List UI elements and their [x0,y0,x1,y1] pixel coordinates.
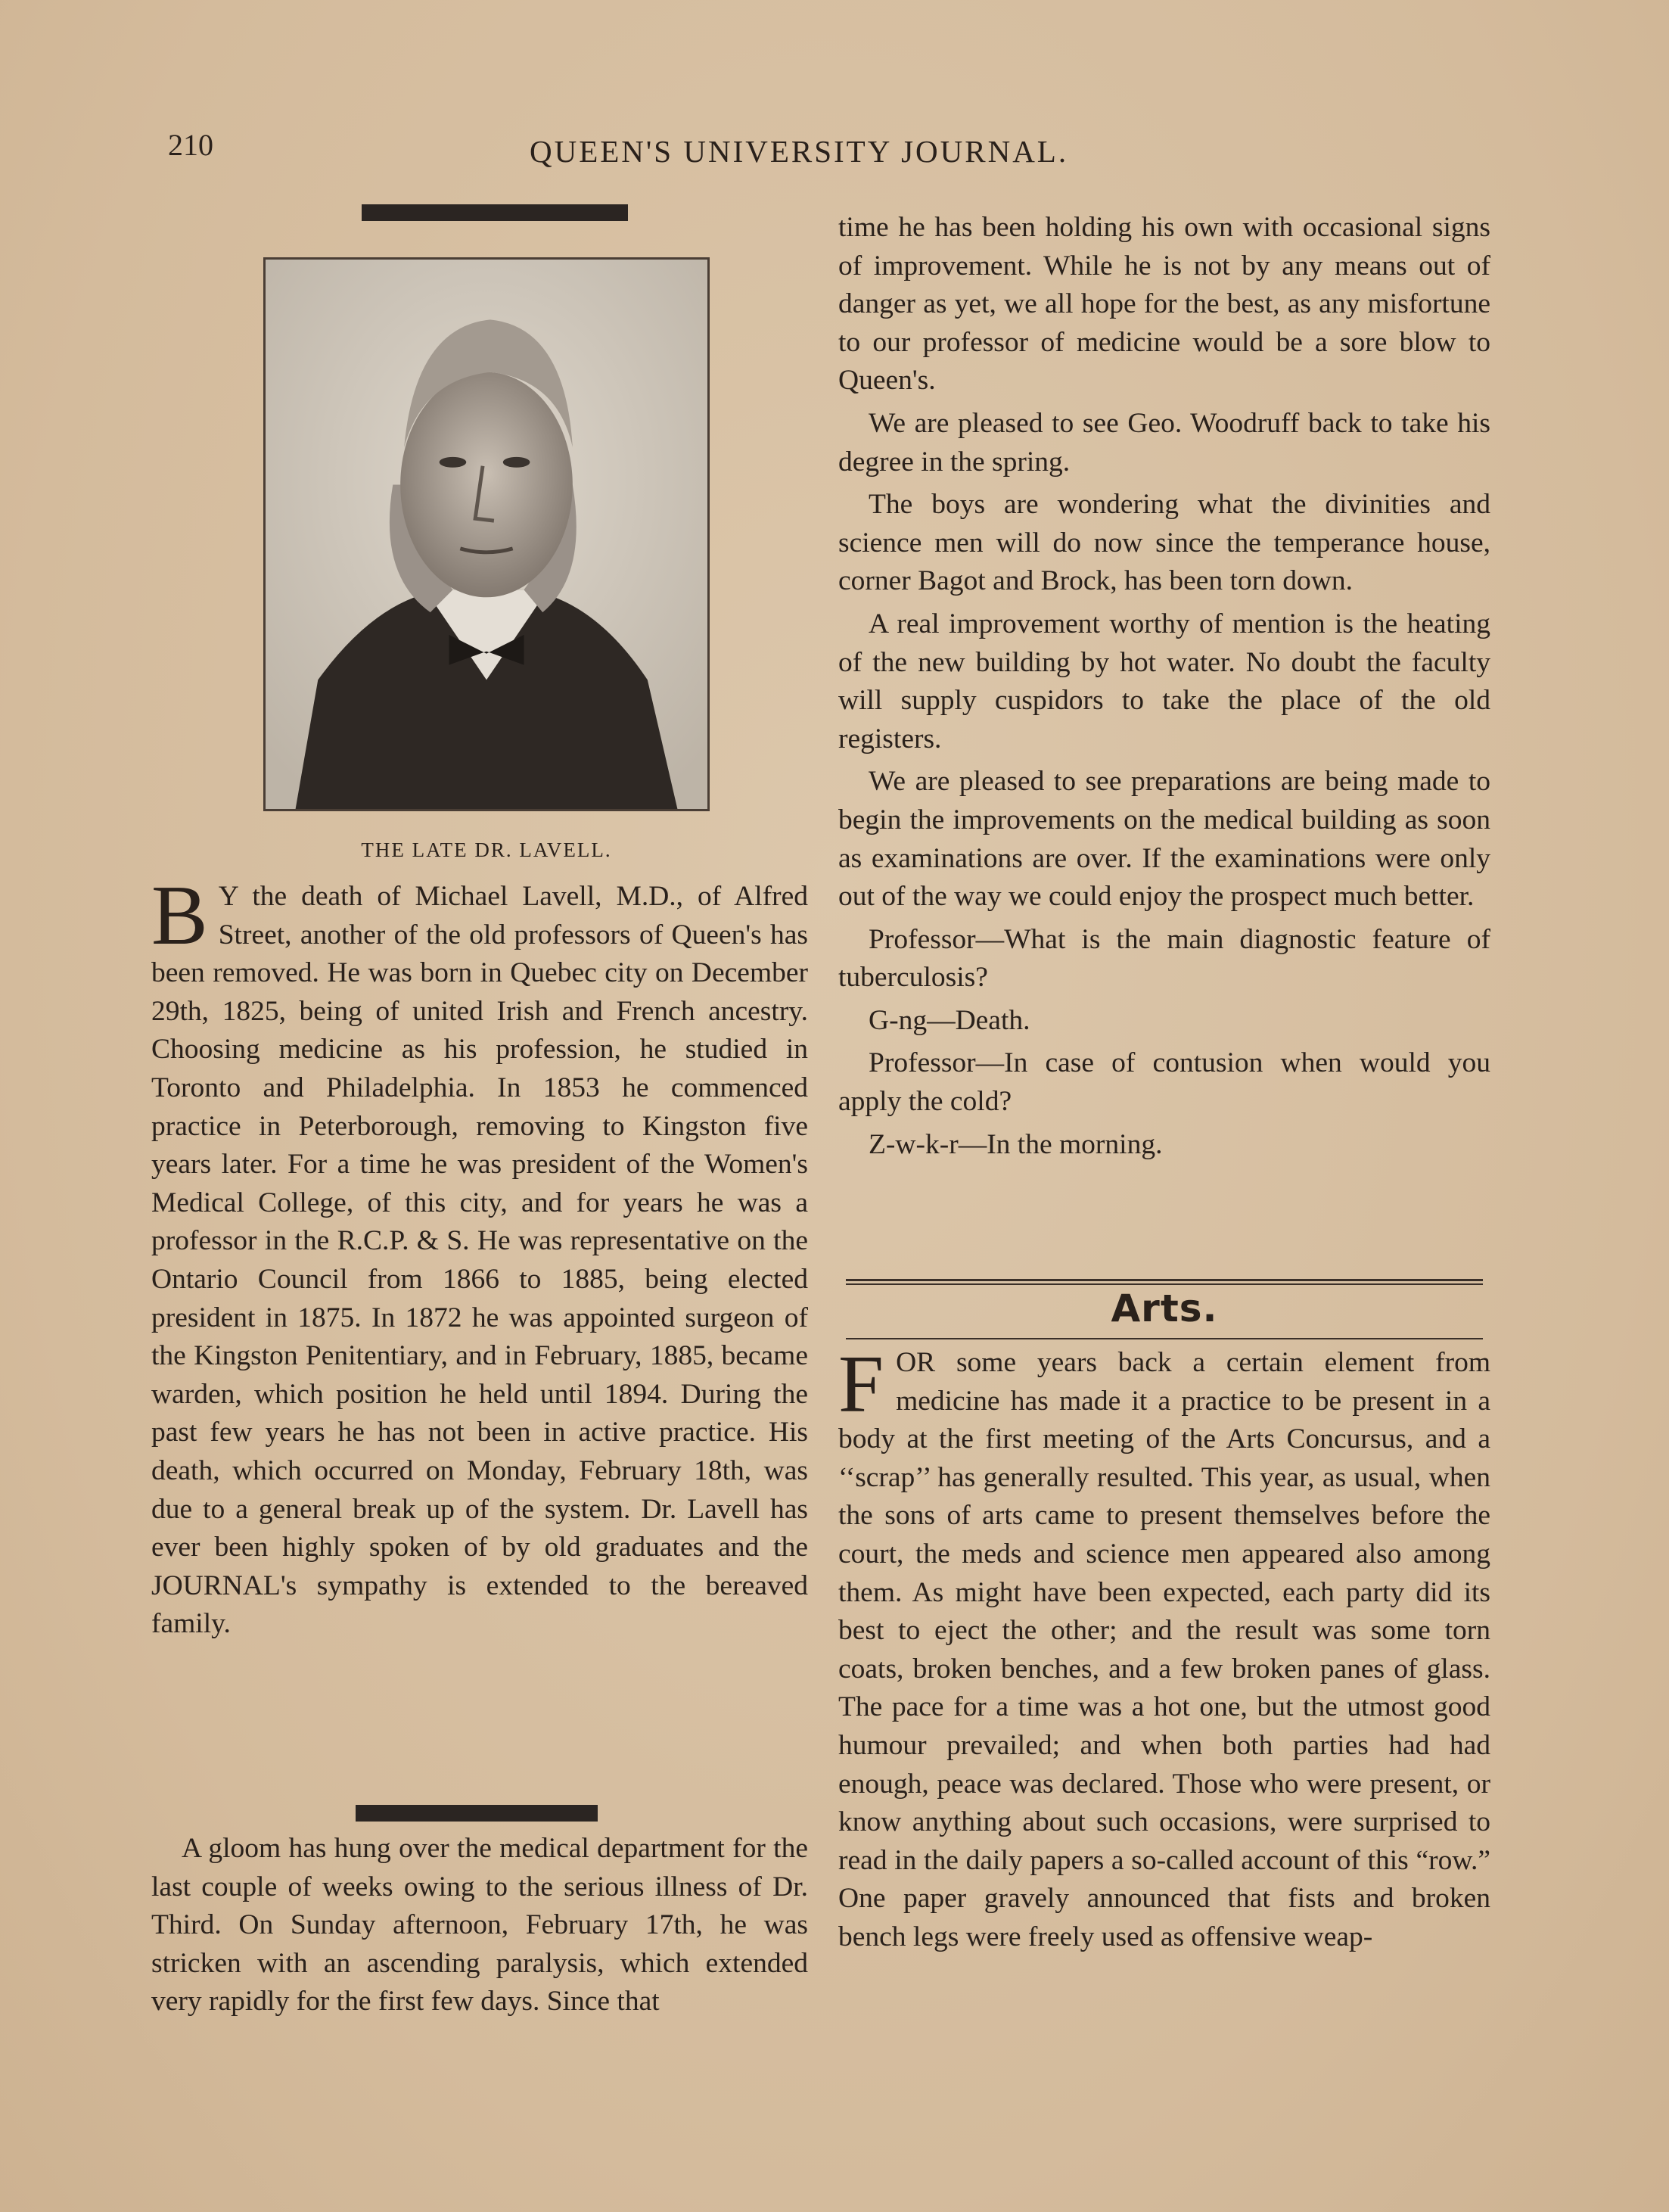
right-column [838,209,1490,1164]
paragraph-answer-2: Z-w-k-r—In the morning. [869,1128,1163,1160]
obituary-text: Y the death of Michael Lavell, M.D., of Alfred Street, another of the old professors of Queen's has been removed. He was born in Quebec city on December 29th, 1825, being of united Irish and French ancestry. Choosing medicine as his profession, he studied in Toronto and Philadelphia. In 1853 he commenced practice in Peterborough, removing to Kingston five years later. For a time he was president of the Women's Medical College, of this city, and for years he was a professor in the R.C.P. & S. He was representative on the Ontario Council from 1866 to 1885, being elected president in 1875. In 1872 he was appointed surgeon of the Kingston Penitentiary, and in February, 1885, became warden, which position he held until 1894. During the past few years he has not been in active practice. His death, which occurred on Monday, February 18th, was due to a general break up of the system. Dr. Lavell has ever been highly spoken of by old graduates and the JOURNAL's sympathy is extended to the bereaved family. [151,881,808,1640]
obituary-paragraph [151,869,808,1644]
dropcap-f: F [838,1339,884,1430]
portrait-photo [263,257,710,811]
section-rule-bottom [846,1338,1483,1339]
paragraph-continued: time he has been holding his own with occasional signs of improvement. While he is not by any means out of danger as yet, we all hope for the best, as any misfortune to our professor of medicine would be a sore blow to Queen's. [838,212,1490,397]
paragraph-preparations: We are pleased to see preparations are being made to begin the improvements on the medical building as soon as examinations are over. If the examinations were only out of the way we could enjoy the prospect much better. [838,766,1490,913]
left-column [151,204,808,221]
section-heading-arts: Arts. [1111,1286,1218,1330]
paragraph-answer-1: G-ng—Death. [869,1004,1030,1036]
paragraph-woodruff: We are pleased to see Geo. Woodruff back to take his degree in the spring. [838,407,1490,478]
ornament-bar-top [362,204,628,221]
ornament-bar-middle [356,1805,598,1822]
running-head: QUEEN'S UNIVERSITY JOURNAL. [530,134,1069,169]
dropcap-b: B [151,869,208,963]
gloom-text: A gloom has hung over the medical department for the last couple of weeks owing to the serious illness of Dr. Third. On Sunday afternoon, February 17th, he was stricken with an ascending paralysis, which extended very rapidly for the first few days. Since that [151,1833,808,2018]
paragraph-professor-question-2: Professor—In case of contusion when would you apply the cold? [838,1047,1490,1118]
portrait-illustration [266,260,707,809]
paragraph-heating: A real improvement worthy of mention is the heating of the new building by hot water. No doubt the faculty will supply cuspidors to take the place of the old registers. [838,608,1490,754]
arts-text: OR some years back a certain element from medicine has made it a practice to be present in a body at the first meeting of the Arts Concursus, and a ‘‘scrap’’ has generally resulted. This year, as usual, when the sons of arts came to present themselves before the court, the meds and science men appeared also among them. As might have been expected, each party did its best to eject the other; and the result was some torn coats, broken benches, and a few broken panes of glass. The pace for a time was a hot one, but the utmost good humour prevailed; and when both parties had had enough, peace was declared. Those who were present, or know anything about such occasions, were surprised to read in the daily papers a so-called account of this “row.” One paper gravely announced that fists and broken bench legs were freely used as offensive weap- [838,1347,1490,1952]
page-number: 210 [168,128,213,162]
gloom-paragraph [151,1830,808,2021]
paragraph-professor-question-1: Professor—What is the main diagnostic feature of tuberculosis? [838,923,1490,994]
paragraph-temperance: The boys are wondering what the divinities and science men will do now since the temperance house, corner Bagot and Brock, has been torn down. [838,489,1490,597]
portrait-caption: THE LATE DR. LAVELL. [361,838,612,861]
arts-paragraph [838,1339,1490,1957]
section-rule-top [846,1279,1483,1285]
